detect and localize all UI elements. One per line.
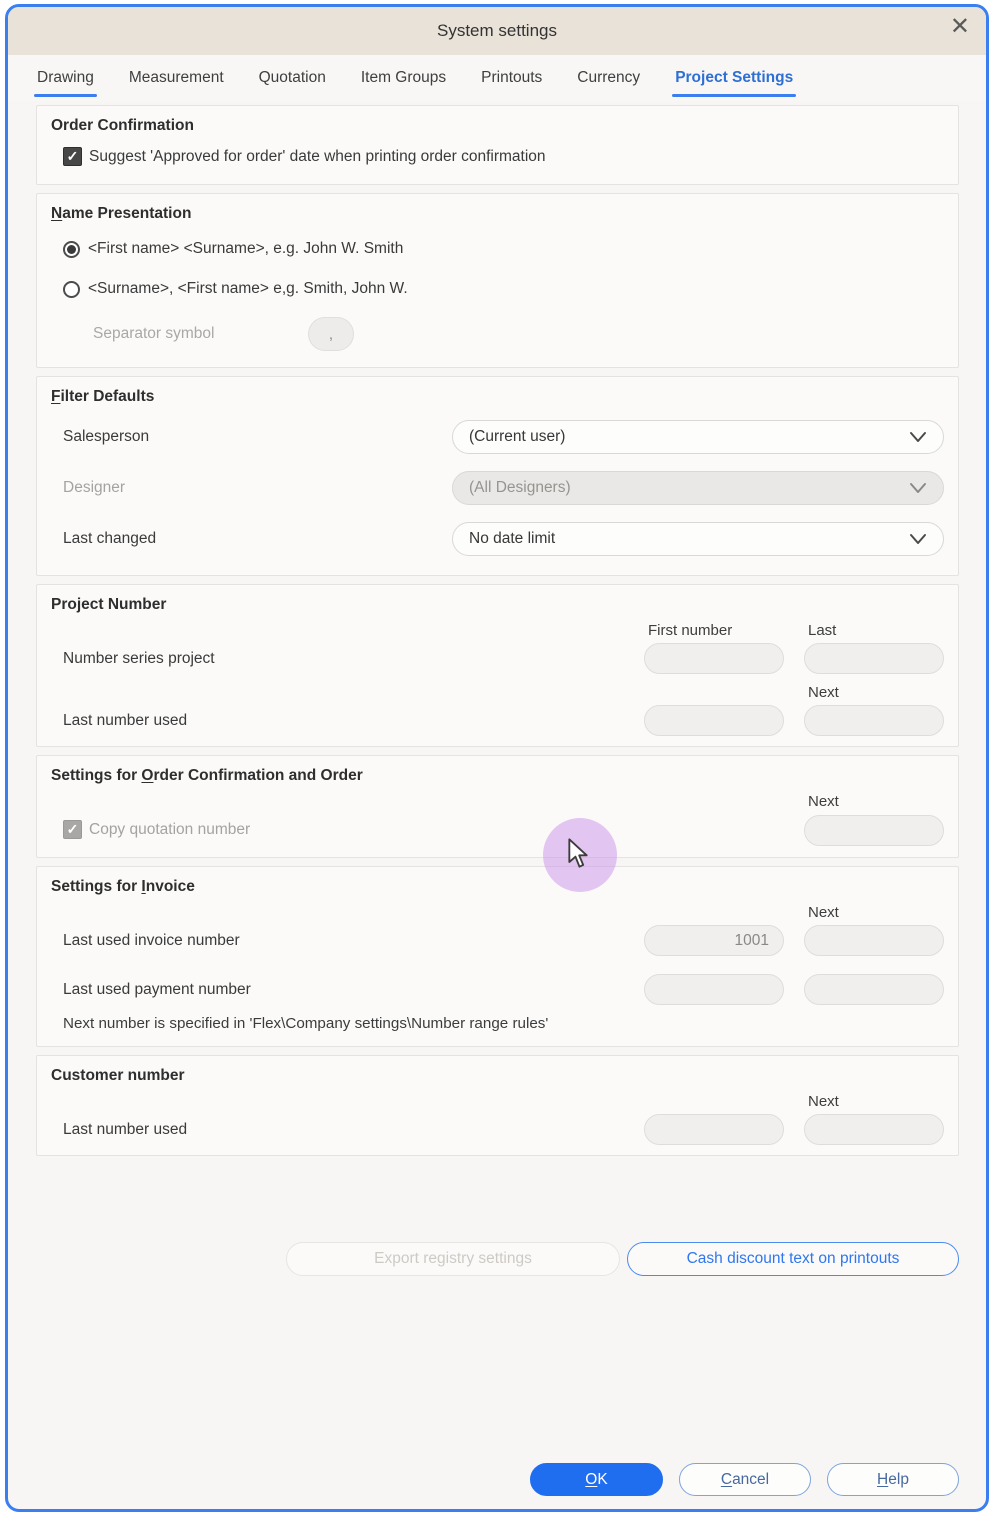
customer-number-grid	[51, 1091, 944, 1145]
cash-discount-text-button[interactable]: Cash discount text on printouts	[627, 1242, 959, 1276]
name-format-first-last-row	[51, 229, 944, 269]
chevron-down-icon	[909, 533, 927, 545]
invoice-next-number-input[interactable]	[804, 925, 944, 956]
customer-next-number-input[interactable]	[804, 1114, 944, 1145]
project-number-grid	[51, 620, 944, 736]
last-changed-dropdown[interactable]	[452, 522, 944, 556]
close-icon[interactable]: ✕	[949, 13, 970, 40]
tab-bar	[8, 55, 986, 101]
radio-label: <Surname>, <First name> e,g. Smith, John W.	[88, 280, 408, 297]
tab-quotation[interactable]: Quotation	[258, 69, 326, 86]
section-customer-number	[36, 1055, 959, 1156]
section-title: Customer number	[51, 1067, 185, 1084]
last-number-used-label: Last number used	[63, 711, 188, 729]
number-series-last-input[interactable]	[804, 643, 944, 674]
number-series-first-input[interactable]	[644, 643, 784, 674]
tab-currency[interactable]: Currency	[577, 69, 641, 86]
name-format-last-first-row	[51, 269, 944, 309]
first-number-column-header: First number	[648, 622, 733, 639]
order-next-number-input	[804, 815, 944, 846]
number-series-project-label: Number series project	[63, 649, 215, 667]
payment-next-number-input[interactable]	[804, 974, 944, 1005]
separator-symbol-input[interactable]	[308, 317, 354, 351]
separator-symbol-label: Separator symbol	[93, 325, 215, 342]
next-column-header: Next	[808, 793, 839, 810]
dialog-body	[8, 101, 986, 1276]
section-title: Settings for Order Confirmation and Order	[51, 767, 363, 784]
last-column-header: Last	[808, 622, 837, 639]
last-number-used-input[interactable]	[644, 705, 784, 736]
section-title: Name Presentation	[51, 205, 192, 222]
section-name-presentation	[36, 193, 959, 368]
last-number-next-input[interactable]	[804, 705, 944, 736]
last-changed-value: No date limit	[469, 530, 556, 547]
footer-actions	[530, 1463, 959, 1496]
designer-dropdown	[452, 471, 944, 505]
dialog-title: System settings	[437, 21, 557, 40]
last-changed-row	[51, 514, 944, 565]
export-registry-settings-button: Export registry settings	[286, 1242, 620, 1276]
copy-quotation-number-row	[63, 814, 624, 847]
copy-quotation-number-checkbox: ✓	[63, 820, 82, 839]
last-used-invoice-number-label: Last used invoice number	[63, 931, 240, 949]
salesperson-value: (Current user)	[469, 428, 566, 445]
checkbox-label: Suggest 'Approved for order' date when printing order confirmation	[89, 147, 546, 165]
system-settings-dialog	[5, 4, 989, 1512]
last-used-invoice-number-input[interactable]	[644, 925, 784, 956]
section-title: Settings for Invoice	[51, 878, 195, 895]
last-changed-label: Last changed	[63, 530, 157, 547]
tab-drawing[interactable]: Drawing	[36, 66, 95, 90]
suggest-approved-date-checkbox[interactable]: ✓	[63, 147, 82, 166]
tab-printouts[interactable]: Printouts	[481, 69, 543, 86]
first-last-radio[interactable]	[63, 241, 80, 258]
section-order-settings	[36, 755, 959, 858]
customer-last-number-input[interactable]	[644, 1114, 784, 1145]
next-column-header: Next	[808, 1093, 839, 1110]
designer-value: (All Designers)	[469, 479, 571, 496]
separator-symbol-row	[51, 309, 944, 357]
last-first-radio[interactable]	[63, 281, 80, 298]
designer-row	[51, 463, 944, 514]
section-project-number	[36, 584, 959, 747]
next-column-header: Next	[808, 684, 839, 701]
cancel-button[interactable]: C ancel	[679, 1463, 811, 1496]
salesperson-row	[51, 412, 944, 463]
next-column-header: Next	[808, 904, 839, 921]
designer-label: Designer	[63, 479, 126, 496]
section-order-confirmation	[36, 105, 959, 185]
radio-label: <First name> <Surname>, e.g. John W. Smith	[88, 240, 404, 257]
checkbox-label: Copy quotation number	[89, 820, 251, 838]
section-title: Order Confirmation	[51, 117, 194, 134]
last-number-used-label: Last number used	[63, 1120, 188, 1138]
chevron-down-icon	[909, 431, 927, 443]
ok-button[interactable]: O K	[530, 1463, 663, 1496]
tab-item-groups[interactable]: Item Groups	[360, 69, 447, 86]
last-used-payment-number-label: Last used payment number	[63, 980, 251, 998]
title-bar	[8, 7, 986, 55]
section-invoice-settings	[36, 866, 959, 1047]
chevron-down-icon	[909, 482, 927, 494]
section-title: Project Number	[51, 596, 167, 613]
suggest-approved-date-row	[51, 141, 944, 174]
order-settings-grid	[51, 791, 944, 847]
tab-measurement[interactable]: Measurement	[128, 69, 224, 86]
section-filter-defaults	[36, 376, 959, 576]
help-button[interactable]: H elp	[827, 1463, 959, 1496]
middle-actions	[36, 1242, 959, 1276]
last-used-payment-number-input[interactable]	[644, 974, 784, 1005]
tab-project-settings[interactable]: Project Settings	[674, 66, 794, 90]
next-number-note: Next number is specified in 'Flex\Company settings\Number range rules'	[63, 1015, 549, 1032]
invoice-settings-grid	[51, 902, 944, 1005]
section-title: Filter Defaults	[51, 388, 155, 405]
salesperson-dropdown[interactable]	[452, 420, 944, 454]
salesperson-label: Salesperson	[63, 428, 150, 445]
